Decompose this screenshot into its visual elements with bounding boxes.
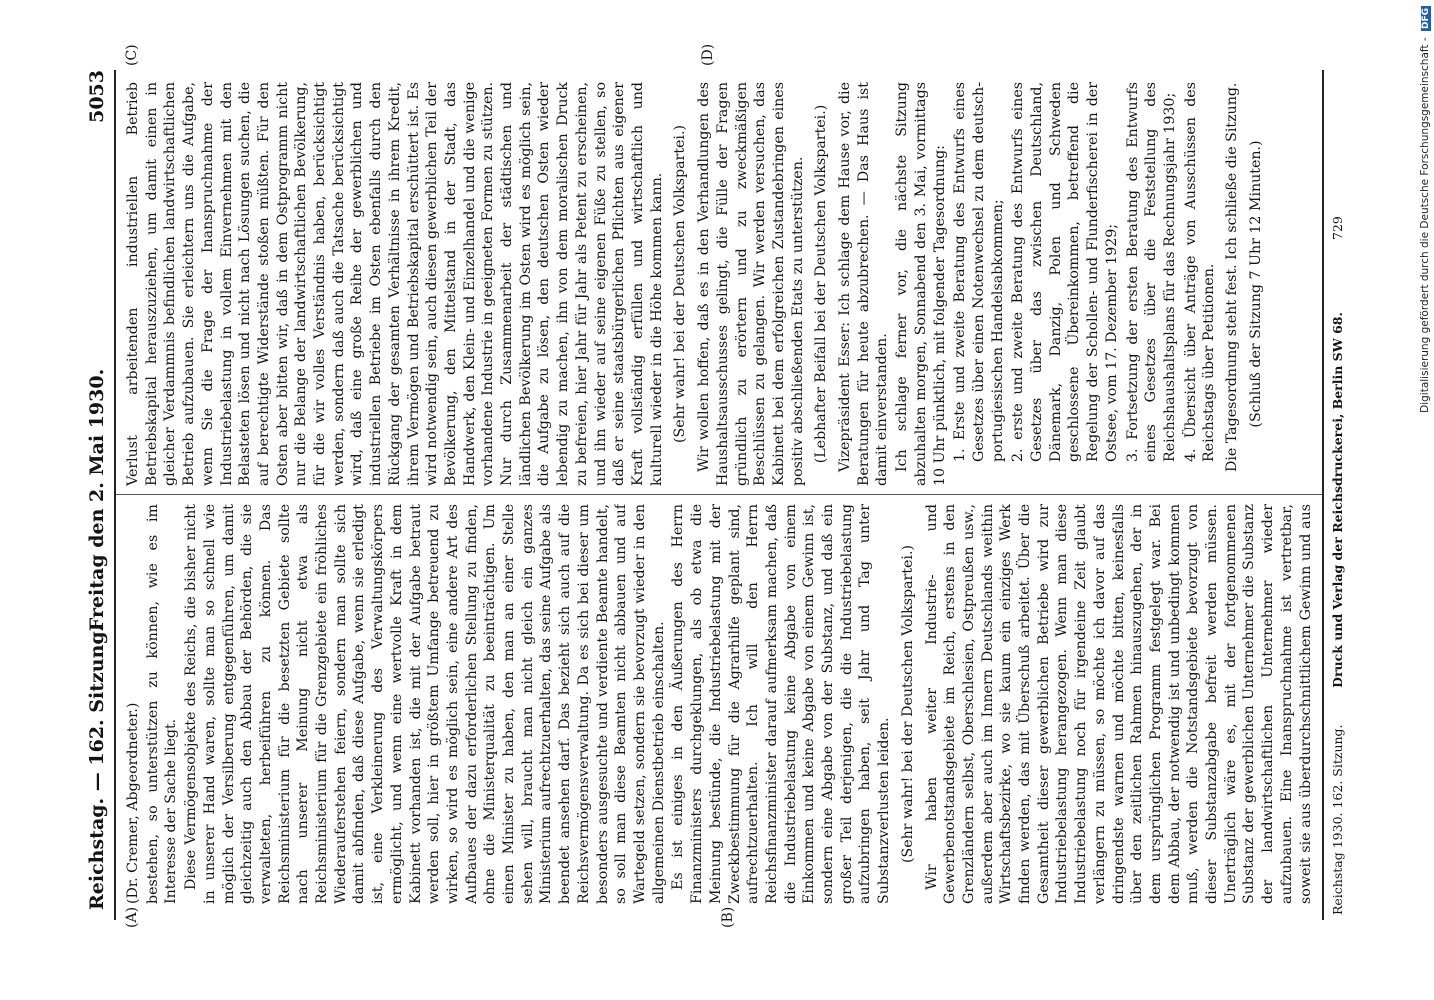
header-rule — [114, 70, 116, 920]
footer-rule — [1322, 70, 1324, 920]
paragraph: Ich schlage ferner vor, die nächste Sitzung abzuhalten morgen, Sonnabend den 3. Mai, vormittags 10 Uhr pünktlich, mit folgender Tagesordnung: — [894, 82, 948, 486]
left-column — [124, 504, 1316, 904]
applause-note: (Sehr wahr! bei der Deutschen Volkspartei.) — [899, 544, 916, 864]
speaker-header: (Dr. Cremer, Abgeordneter.) — [125, 702, 141, 904]
paragraph: Wir wollen hoffen, daß es in den Verhandlungen des Haushaltsausschusses gelingt, die Fülle der Fragen gründlich zu erörtern und zu zweckmäßigen Beschlüssen zu gelangen. Wir werden versuchen, das Kabinett bei dem erfolgreichen Zustandebringen eines positiv abschließenden Etats zu unterstützen. — [696, 82, 806, 486]
paragraph: Die Tagesordnung steht fest. Ich schließe die Sitzung. — [1224, 82, 1241, 472]
footer-session: Reichstag 1930. 162. Sitzung. — [1330, 724, 1345, 915]
margin-mark-a: (A) — [124, 906, 140, 928]
agenda-list — [951, 82, 1219, 486]
right-column — [124, 82, 1316, 486]
dfg-logo: DFG — [1421, 8, 1431, 30]
footer-printer: Druck und Verlag der Reichsdruckerei, Berlin SW 68. — [1330, 312, 1345, 688]
column-divider — [116, 494, 1322, 495]
session-end-note: (Schluß der Sitzung 7 Uhr 12 Minuten.) — [1247, 140, 1264, 428]
paragraph: Vizepräsident Esser: Ich schlage dem Hause vor, die Beratungen für heute abzubrechen. — Das Haus ist damit einverstanden. — [837, 82, 891, 486]
paragraph: Verlust arbeitenden industriellen Betrieb Betriebskapital herauszuziehen, um damit einen in gleicher Verdammnis befindlichen landwirtschaftlichen Betrieb aufzubauen. Sie erleichtern uns die Aufgabe, wenn Sie die Frage der Inanspruchnahme der Industriebelastung in vollem Einvernehmen mit den Belasteten lösen und nicht nach Lösungen suchen, die auf berechtigte Widerstände stoßen müßten. Für den Osten aber bitten wir, daß in dem Ostprogramm nicht nur die Belange der landwirtschaftlichen Bevölkerung, für die wir volles Verständnis haben, berücksichtigt werden, sondern daß auch die Tatsache berücksichtigt wird, daß eine große Reihe der gewerblichen und industriellen Betriebe im Osten ebenfalls durch den Rückgang der gesamten Verhältnisse in ihrem Kredit, ihrem Vermögen und Betriebskapital erschüttert ist. Es wird notwendig sein, auch diesen gewerblichen Teil der Bevölkerung, den Mittelstand in der Stadt, das Handwerk, den Klein- und Einzelhandel und die wenige vorhandene Industrie in geeigneten Formen zu stützen. Nur durch Zusammenarbeit der städtischen und ländlichen Bevölkerung im Osten wird es möglich sein, die Aufgabe zu lösen, den deutschen Osten wieder lebendig zu machen, ihn von dem moralischen Druck zu befreien, hier Jahr für Jahr als Petent zu erscheinen, und ihn wieder auf seine eigenen Füße zu stellen, so daß er seine staatsbürgerlichen Pflichten aus eigener Kraft vollständig erfüllen und wirtschaftlich und kulturell wieder in die Höhe kommen kann. — [125, 82, 665, 486]
header-session: Reichstag. — 162. Sitzung. — [86, 624, 108, 910]
margin-mark-d: (D) — [700, 43, 716, 66]
header-date: Freitag den 2. Mai 1930. — [86, 368, 108, 632]
paragraph: Diese Vermögensobjekte des Reichs, die bisher nicht in unserer Hand waren, sollte man so schnell wie möglich der Versilberung entgegenführen, um damit gleichzeitig auch den Abbau der Behörden, die sie verwalteten, herbeiführen zu können. Das Reichsministerium für die besetzten Gebiete sollte nach unserer Meinung nicht etwa als Reichsministerium für die Grenzgebiete ein fröhliches Wiederauferstehen feiern, sondern man sollte sich damit abfinden, daß diese Aufgabe, wenn sie erledigt ist, eine Verkleinerung des Verwaltungskörpers ermöglicht, und wenn eine wertvolle Kraft in dem Kabinett vorhanden ist, die mit der Aufgabe betraut werden soll, hier in größtem Umfange betreuend zu wirken, so wird es möglich sein, eine andere Art des Aufbaues der dazu erforderlichen Stellung zu finden, ohne die Ministerqualität zu beeinträchtigen. Um einen Minister zu haben, den man an einer Stelle sehen will, braucht man nicht gleich ein ganzes Ministerium aufrechtzuerhalten, das seine Aufgabe als beendet ansehen darf. Das bezieht sich auch auf die Reichsvermögensverwaltung. Da es sich bei dieser um besonders ausgesuchte und verdiente Beamte handelt, so soll man diese Beamten nicht abbauen und auf Wartegeld setzen, sondern sie bevorzugt wieder in den allgemeinen Dienstbetrieb einschalten. — [183, 504, 667, 904]
paragraph: bestehen, so unterstützen zu können, wie es im Interesse der Sache liegt. — [144, 504, 180, 904]
applause-note: (Lebhafter Beifall bei der Deutschen Volkspartei.) — [813, 104, 830, 464]
agenda-item: 1. Erste und zweite Beratung des Entwurfs eines Gesetzes über einen Notenwechsel zu dem deutsch-portugiesischen Handelsabkommen; — [952, 82, 1006, 462]
credit-text: Digitalisierung gefördert durch die Deutsche Forschungsgemeinschaft - — [1419, 37, 1431, 413]
running-header — [78, 0, 118, 1000]
margin-mark-c: (C) — [124, 44, 140, 66]
agenda-item: 4. Übersicht über Anträge von Ausschüssen des Reichstags über Petitionen. — [1182, 82, 1218, 462]
digitization-credit — [1418, 6, 1434, 996]
paragraph: Wir haben weiter Industrie- und Gewerbenotstandsgebiete im Reich, erstens in den Grenzländern selbst, Oberschlesien, Ostpreußen usw., außerdem aber auch im Innern Deutschlands weithin Wirtschaftsbezirke, wo sie kaum ein einziges Werk finden werden, das mit Überschuß arbeitet. Über die Gesamtheit dieser gewerblichen Betriebe wird zur Industriebelastung herangezogen. Wenn man diese Industriebelastung noch für irgendeine Zeit glaubt verlängern zu müssen, so möchte ich davor auf das dringendste warnen und möchte bitten, keinesfalls über den zeitlichen Rahmen hinauszugehen, der in dem ursprünglichen Programm festgelegt war. Bei dem Abbau, der notwendig ist und unbedingt kommen muß, werden die Notstandsgebiete bevorzugt von dieser Substanzabgabe befreit werden müssen. Unerträglich wäre es, mit der fortgenommenen Substanz der gewerblichen Unternehmer die Substanz der landwirtschaftlichen Unternehmer wieder aufzubauen. Eine Inanspruchnahme ist vertretbar, soweit sie aus überdurchschnittlichem Gewinn und aus — [923, 504, 1314, 904]
header-page-number: 5053 — [86, 70, 108, 123]
footer-sheet-number: 729 — [1330, 216, 1345, 240]
paragraph: Es ist einiges in den Äußerungen des Herrn Finanzministers durchgeklungen, als ob etwa die Meinung bestünde, die Industriebelastung mit der Zweckbestimmung für die Agrarhilfe geplant sind, aufrechtzuerhalten. Ich will den Herrn Reichsfinanzminister darauf aufmerksam machen, daß die Industriebelastung keine Abgabe von einem Einkommen und keine Abgabe von einem Gewinn ist, sondern eine Abgabe von der Substanz, und daß ein großer Teil derjenigen, die die Industriebelastung aufzubringen haben, seit Jahr und Tag unter Substanzverlusten leiden. — [670, 504, 893, 904]
agenda-item: 2. erste und zweite Beratung des Entwurfs eines Gesetzes über das zwischen Deutschland, Dänemark, Danzig, Polen und Schweden geschlossene Übereinkommen, betreffend die Regelung der Schollen- und Flunderfischerei in der Ostsee, vom 17. Dezember 1929; — [1010, 82, 1120, 462]
margin-mark-b: (B) — [720, 906, 736, 928]
agenda-item: 3. Fortsetzung der ersten Beratung des Entwurfs eines Gesetzes über die Feststellung des Reichshaushaltsplans für das Rechnungsjahr 1930; — [1124, 82, 1178, 462]
applause-note: (Sehr wahr! bei der Deutschen Volkspartei.) — [672, 124, 689, 444]
